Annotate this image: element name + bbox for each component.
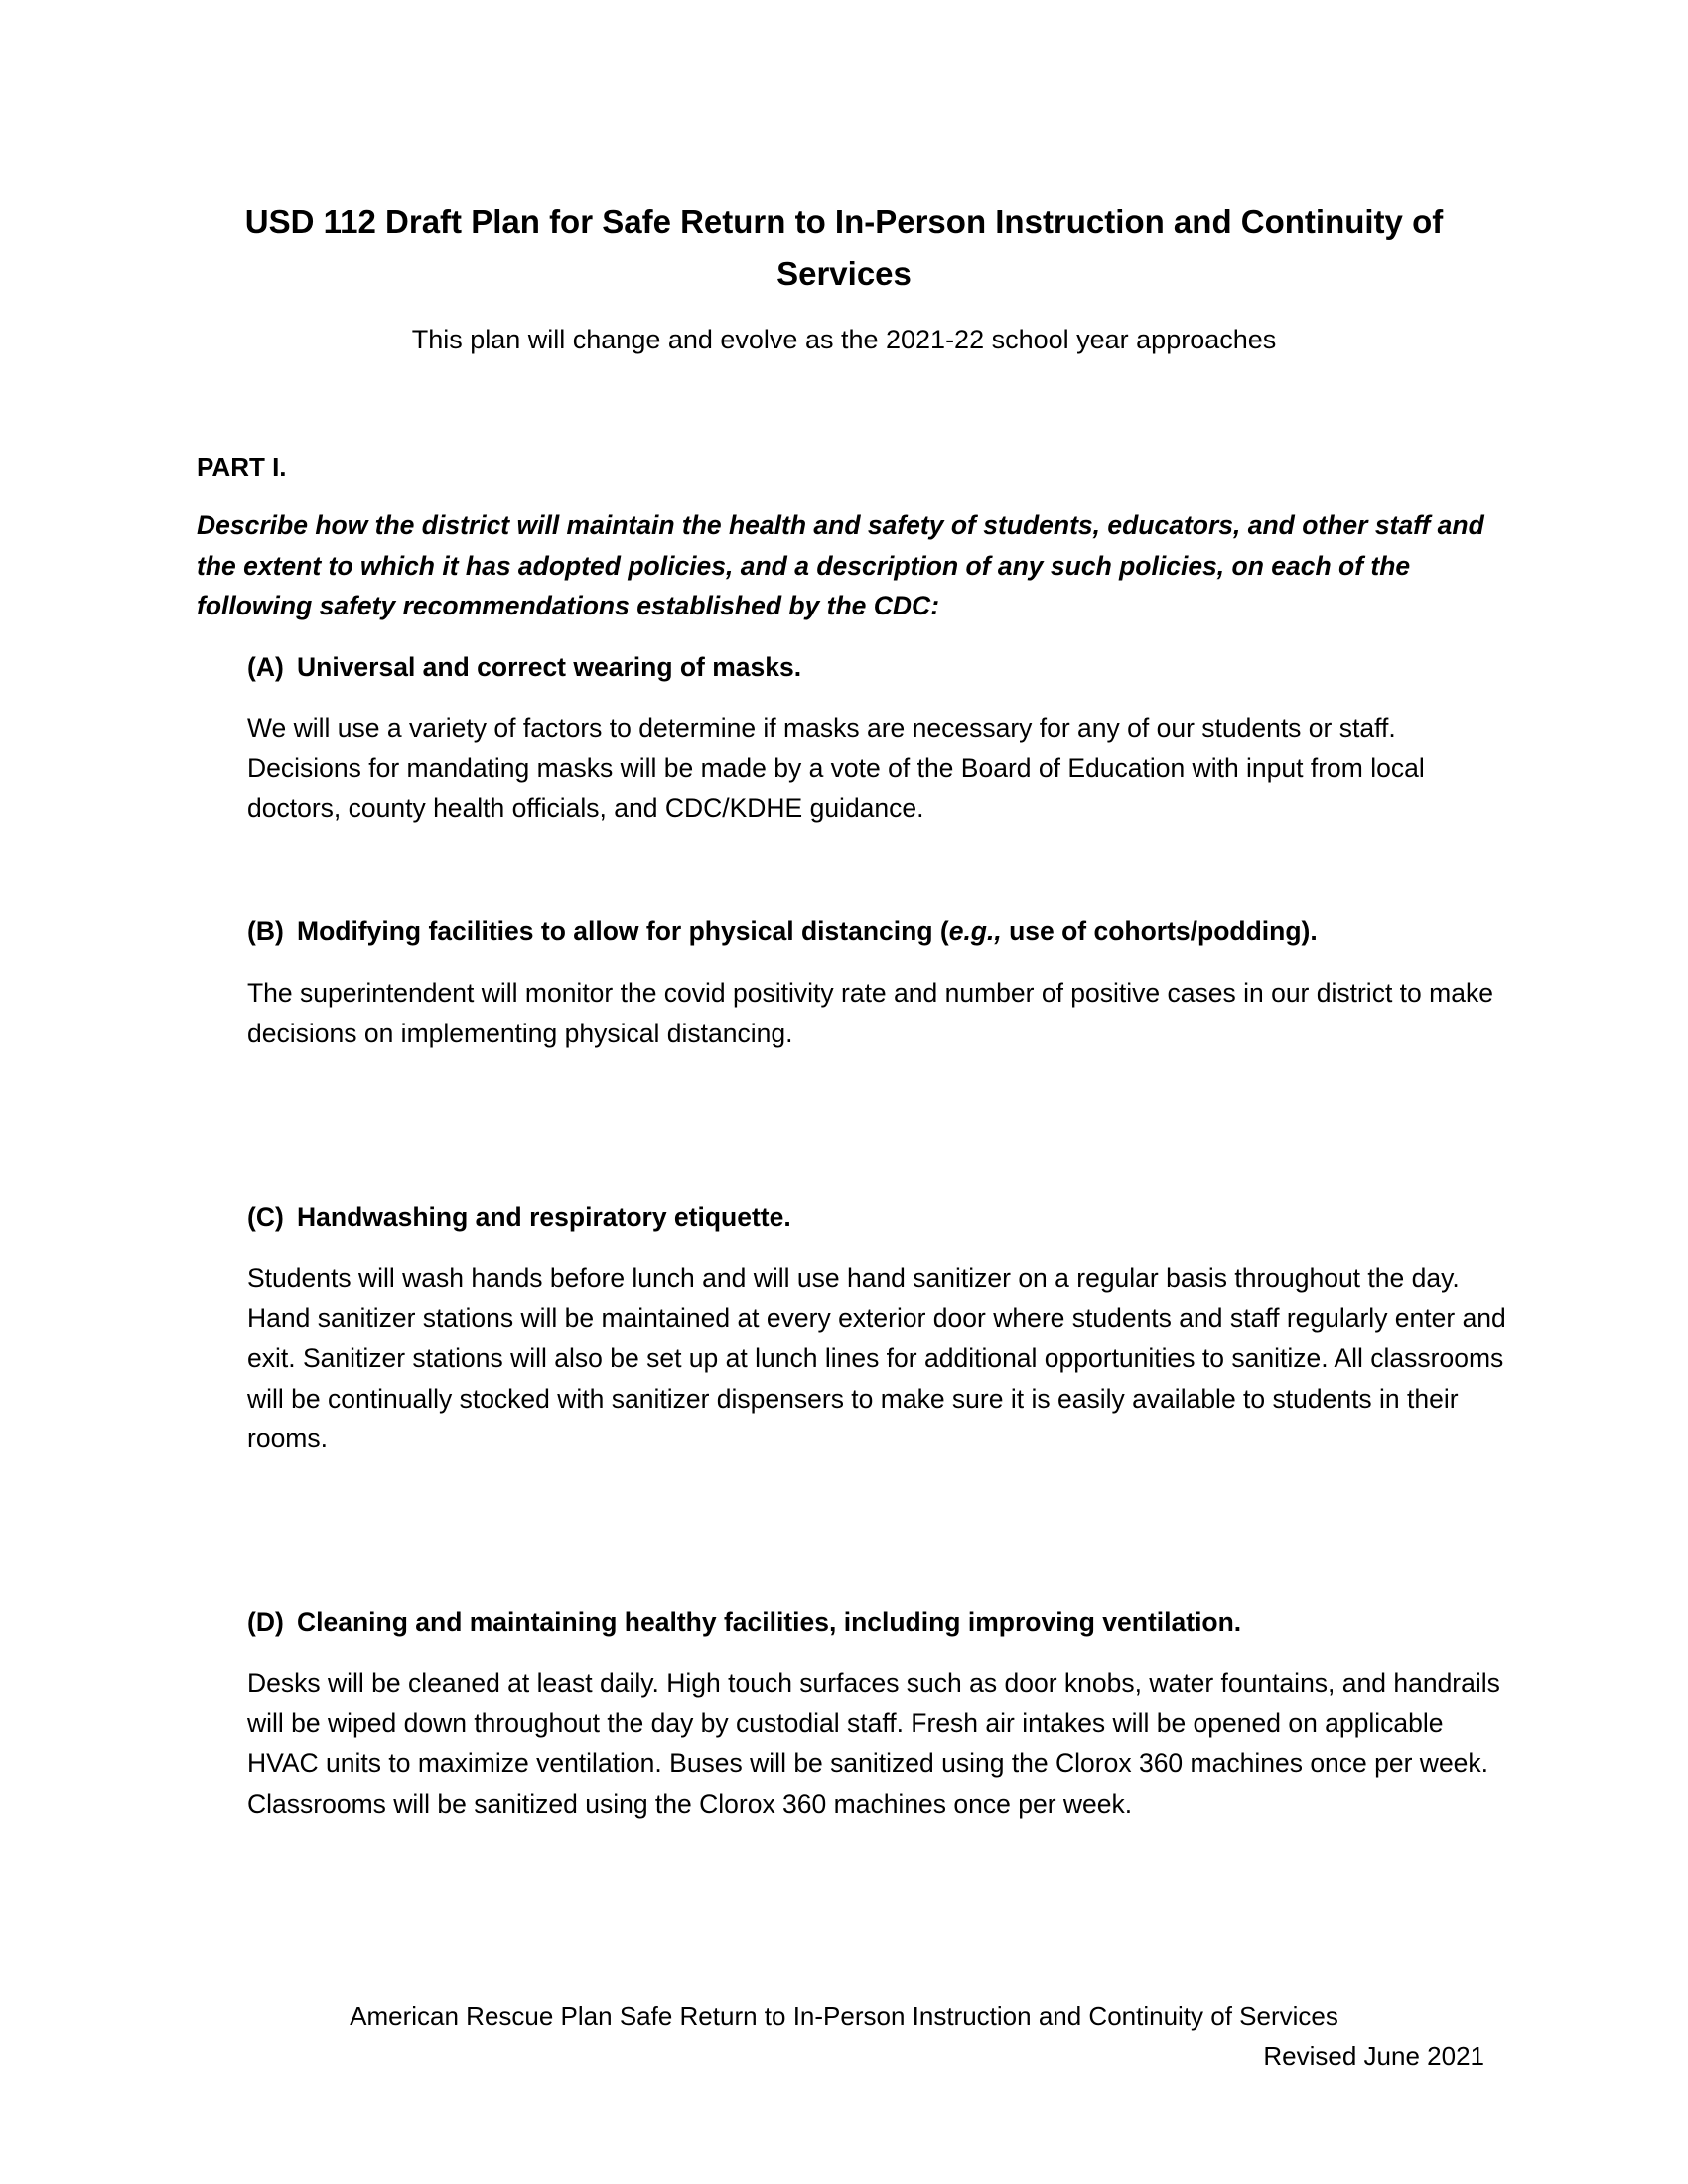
section-a-body: We will use a variety of factors to determine if masks are necessary for any of our students or staff. Decisions for mandating masks will be made by a vote of the Board of Education with input from local doctors, county health officials, and CDC/KDHE guidance. [247, 713, 1425, 823]
section-b-body: The superintendent will monitor the covid positivity rate and number of positive cases in our district to make decisions on implementing physical distancing. [247, 978, 1493, 1048]
footer-program-name: American Rescue Plan Safe Return to In-Person Instruction and Continuity of Services [350, 2001, 1338, 2031]
footer-revision-date: Revised June 2021 [1263, 2041, 1484, 2071]
section-c-letter: (C) [247, 1202, 284, 1232]
section-d-title: Cleaning and maintaining healthy facilities, including improving ventilation. [297, 1607, 1242, 1637]
section-c-title: Handwashing and respiratory etiquette. [297, 1202, 791, 1232]
section-b-title-suffix: use of cohorts/podding). [1001, 916, 1318, 946]
section-b-heading [247, 911, 1508, 951]
section-b-title-prefix: Modifying facilities to allow for physical distancing ( [297, 916, 949, 946]
section-a-heading [247, 647, 1508, 687]
section-b-letter: (B) [247, 916, 284, 946]
section-d-letter: (D) [247, 1607, 284, 1637]
section-b-title-italic: e.g., [948, 916, 1002, 946]
section-d-body: Desks will be cleaned at least daily. High touch surfaces such as door knobs, water fountains, and handrails will be wiped down throughout the day by custodial staff. Fresh air intakes will be opened on applicable HVAC units to maximize ventilation. Buses will be sanitized using the Clorox 360 machines once per week. Classrooms will be sanitized using the Clorox 360 machines once per week. [247, 1668, 1500, 1819]
part-prompt: Describe how the district will maintain the health and safety of students, educators, and other staff and the extent to which it has adopted policies, and a description of any such policies, on each of the following safety recommendations established by the CDC: [197, 510, 1484, 620]
document-title: USD 112 Draft Plan for Safe Return to In-Person Instruction and Continuity of Services [244, 204, 1444, 292]
section-a-letter: (A) [247, 652, 284, 682]
document-subtitle: This plan will change and evolve as the 2021-22 school year approaches [411, 325, 1277, 354]
section-c-heading [247, 1197, 1508, 1237]
part-heading: PART I. [197, 452, 287, 481]
section-a-title: Universal and correct wearing of masks. [297, 652, 802, 682]
section-c-body: Students will wash hands before lunch and will use hand sanitizer on a regular basis throughout the day. Hand sanitizer stations will be maintained at every exterior door where students and staff regularly enter and exit. Sanitizer stations will also be set up at lunch lines for additional opportunities to sanitize. All classrooms will be continually stocked with sanitizer dispensers to make sure it is easily available to students in their rooms. [247, 1263, 1506, 1453]
section-d-heading [247, 1602, 1508, 1642]
